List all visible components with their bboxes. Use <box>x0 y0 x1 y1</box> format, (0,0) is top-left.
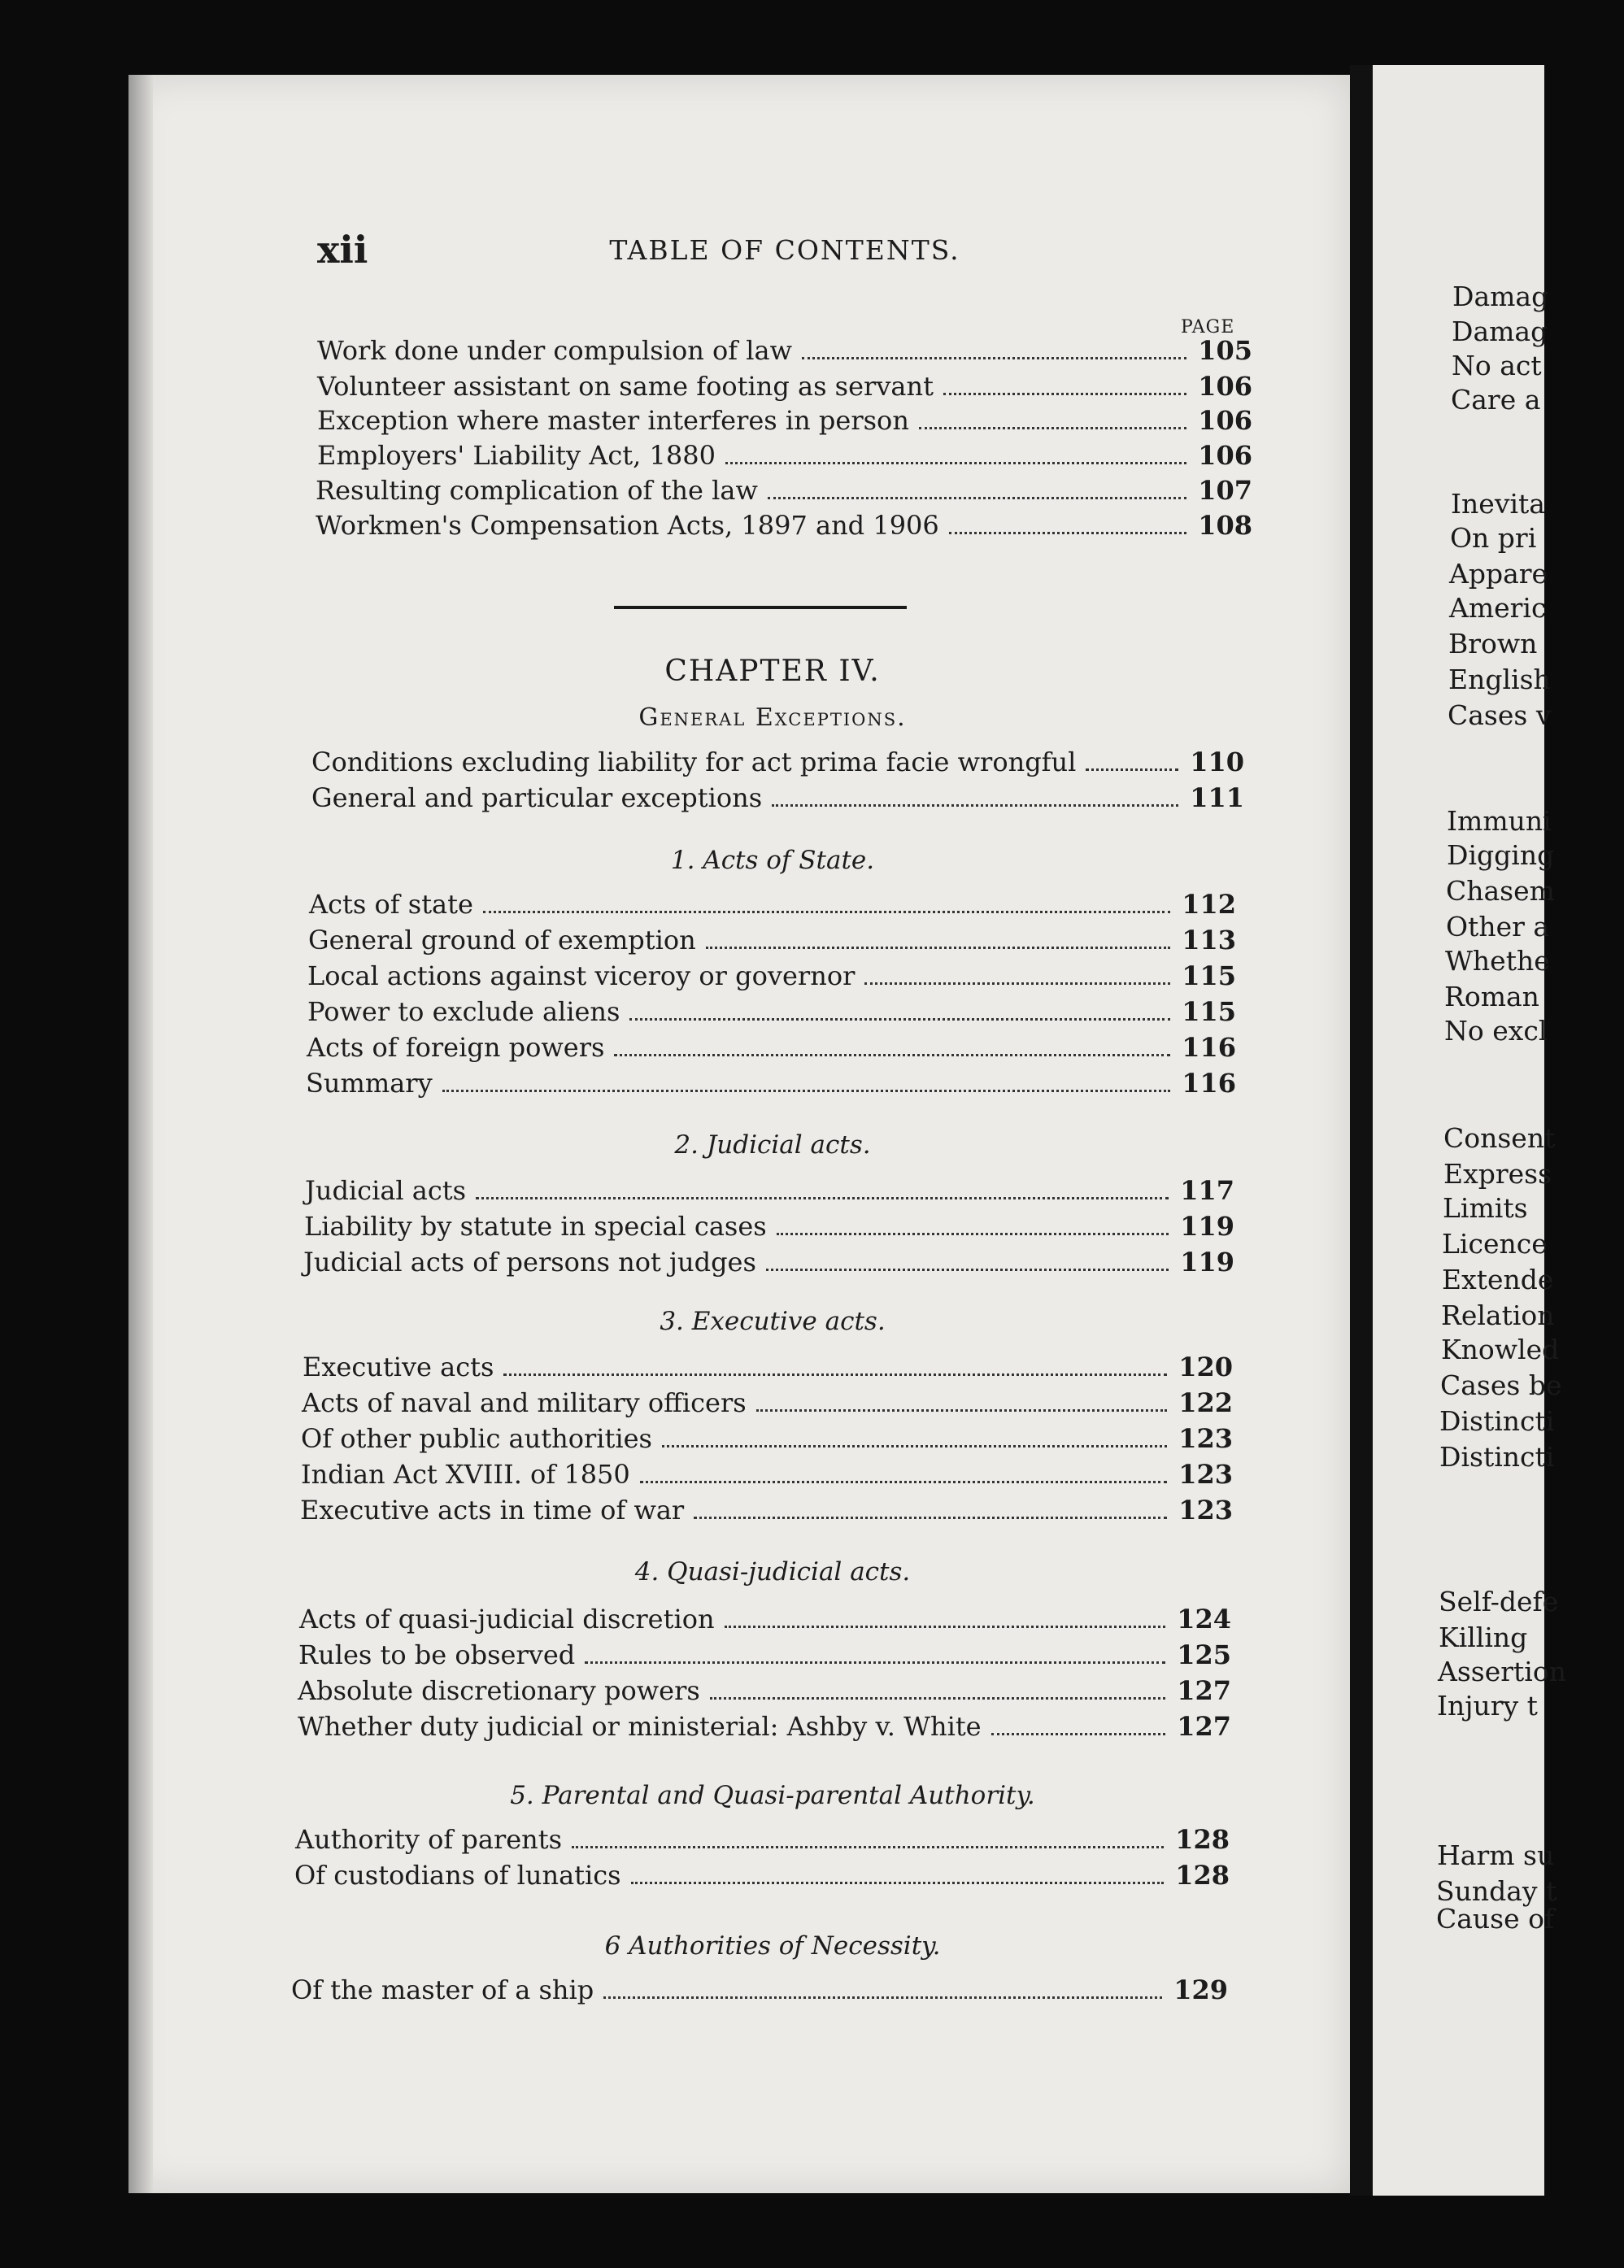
toc-entry-page: 123 <box>1178 1423 1233 1454</box>
toc-entry <box>301 1423 1233 1454</box>
toc-entry-title: Acts of foreign powers <box>307 1032 605 1063</box>
toc-entry <box>299 1604 1231 1635</box>
dot-leader <box>442 1090 1171 1092</box>
dot-leader <box>991 1733 1166 1735</box>
dot-leader <box>949 532 1186 534</box>
toc-entry-title: Workmen's Compensation Acts, 1897 and 1906 <box>316 510 939 541</box>
facing-page-fragment: Distincti <box>1439 1405 1555 1437</box>
dot-leader <box>603 1996 1162 1999</box>
facing-page-fragment: English <box>1448 664 1551 695</box>
toc-entry-title: Conditions excluding liability for act prima facie wrongful <box>311 747 1077 777</box>
facing-page-fragment: Assertion <box>1438 1656 1566 1687</box>
toc-entry-page: 111 <box>1190 782 1244 813</box>
facing-page-fragment: On pri <box>1450 522 1537 554</box>
toc-entry-page: 107 <box>1198 475 1252 506</box>
dot-leader <box>631 1882 1165 1884</box>
facing-page-fragment: No excl <box>1444 1015 1548 1047</box>
toc-entry <box>304 1211 1234 1242</box>
toc-entry <box>303 1247 1234 1278</box>
facing-page-fragment: Cause of <box>1436 1903 1555 1935</box>
dot-leader <box>756 1409 1168 1412</box>
toc-entry <box>317 335 1252 366</box>
chapter-heading: CHAPTER IV. <box>664 655 881 688</box>
facing-page-fragment: Limits <box>1443 1192 1528 1224</box>
toc-entry-title: Liability by statute in special cases <box>304 1211 767 1242</box>
section-heading: 3. Executive acts. <box>660 1307 886 1336</box>
toc-entry-page: 115 <box>1182 996 1236 1027</box>
facing-page-fragment: Killing <box>1439 1622 1528 1653</box>
facing-page-fragment: Cases be <box>1440 1369 1562 1401</box>
toc-entry-page: 116 <box>1182 1032 1236 1063</box>
toc-entry-page: 112 <box>1182 889 1236 920</box>
dot-leader <box>706 947 1170 949</box>
toc-entry-title: Executive acts <box>303 1352 494 1382</box>
toc-entry-title: Executive acts in time of war <box>300 1495 685 1526</box>
toc-entry <box>317 405 1252 436</box>
dot-leader <box>614 1054 1170 1056</box>
toc-entry-title: Summary <box>306 1068 433 1099</box>
toc-entry <box>300 1495 1233 1526</box>
toc-entry-page: 117 <box>1180 1175 1234 1206</box>
facing-page-fragment: Care a <box>1451 384 1541 416</box>
toc-entry-title: Acts of naval and military officers <box>302 1387 747 1418</box>
toc-entry-page: 110 <box>1190 747 1244 777</box>
facing-page-fragment: No act <box>1452 350 1542 381</box>
dot-leader <box>503 1373 1167 1376</box>
dot-leader <box>710 1697 1165 1700</box>
toc-entry <box>301 1459 1233 1490</box>
dot-leader <box>725 1626 1166 1628</box>
toc-entry-title: Local actions against viceroy or governor <box>307 960 856 991</box>
facing-page-fragment: Licence <box>1442 1228 1548 1260</box>
toc-entry <box>311 747 1244 777</box>
toc-entry-page: 105 <box>1198 335 1252 366</box>
toc-entry-page: 129 <box>1173 1974 1228 2005</box>
toc-entry-page: 115 <box>1182 960 1236 991</box>
facing-page-fragment: Americ <box>1449 592 1547 624</box>
toc-entry-page: 120 <box>1178 1352 1233 1382</box>
facing-page-fragment: Injury t <box>1437 1690 1538 1722</box>
page-column-label: PAGE <box>1181 317 1235 337</box>
dot-leader <box>1086 768 1178 771</box>
facing-page-fragment: Damag <box>1452 316 1548 347</box>
toc-entry-page: 119 <box>1180 1211 1234 1242</box>
chapter-divider <box>614 606 907 609</box>
toc-entry <box>295 1824 1230 1855</box>
toc-entry-page: 106 <box>1198 405 1252 436</box>
toc-entry-title: Whether duty judicial or ministerial: Ashby v. White <box>298 1711 982 1742</box>
dot-leader <box>725 462 1186 464</box>
toc-entry <box>291 1974 1228 2005</box>
toc-entry-page: 127 <box>1177 1675 1231 1706</box>
toc-entry-title: Indian Act XVIII. of 1850 <box>301 1459 630 1490</box>
toc-entry-page: 128 <box>1175 1860 1230 1891</box>
toc-entry-page: 123 <box>1178 1459 1233 1490</box>
facing-page-fragment: Inevita <box>1451 488 1545 520</box>
facing-page-fragment: Other a <box>1446 911 1550 942</box>
section-heading: 4. Quasi-judicial acts. <box>634 1557 911 1587</box>
toc-entry-title: Judicial acts of persons not judges <box>303 1247 756 1278</box>
dot-leader <box>772 804 1178 807</box>
facing-page-fragment: Brown <box>1448 628 1538 660</box>
dot-leader <box>694 1517 1167 1519</box>
toc-entry-title: Acts of quasi-judicial discretion <box>299 1604 715 1635</box>
dot-leader <box>629 1018 1170 1021</box>
dot-leader <box>572 1846 1164 1848</box>
toc-entry-title: Rules to be observed <box>298 1639 576 1670</box>
toc-entry-title: Work done under compulsion of law <box>317 335 792 366</box>
facing-page-fragment: Appare <box>1449 558 1548 590</box>
section-heading: 1. Acts of State. <box>670 846 875 875</box>
toc-entry <box>316 510 1252 541</box>
facing-page-fragment: Roman <box>1444 981 1539 1012</box>
dot-leader <box>766 1269 1169 1271</box>
toc-entry <box>316 475 1252 506</box>
toc-entry-title: General ground of exemption <box>308 925 696 956</box>
facing-page-fragment: Relation <box>1441 1299 1555 1331</box>
dot-leader <box>943 393 1186 395</box>
toc-entry <box>303 1352 1233 1382</box>
page-number: xii <box>317 228 368 272</box>
toc-entry-page: 119 <box>1180 1247 1234 1278</box>
facing-page-fragment: Extende <box>1442 1264 1554 1295</box>
toc-entry <box>307 996 1236 1027</box>
toc-entry-page: 125 <box>1177 1639 1231 1670</box>
toc-entry-title: Judicial acts <box>305 1175 467 1206</box>
section-heading: 6 Authorities of Necessity. <box>604 1931 941 1961</box>
toc-entry-title: Volunteer assistant on same footing as servant <box>317 371 934 402</box>
toc-entry <box>309 889 1236 920</box>
dot-leader <box>919 427 1186 429</box>
section-heading: 5. Parental and Quasi-parental Authority. <box>510 1781 1035 1810</box>
toc-entry-page: 116 <box>1182 1068 1236 1099</box>
toc-entry-page: 106 <box>1198 440 1252 471</box>
toc-entry-page: 106 <box>1198 371 1252 402</box>
facing-page <box>1373 65 1566 2196</box>
page-edge <box>128 75 153 2193</box>
facing-page-fragment: Express <box>1443 1158 1552 1190</box>
facing-page-fragment: Digging <box>1447 839 1555 871</box>
toc-entry <box>317 371 1252 402</box>
toc-entry-page: 122 <box>1178 1387 1233 1418</box>
toc-entry-title: Power to exclude aliens <box>307 996 620 1027</box>
toc-entry-title: Of custodians of lunatics <box>294 1860 621 1891</box>
toc-entry <box>311 782 1244 813</box>
toc-entry-title: Exception where master interferes in person <box>317 405 909 436</box>
toc-entry-title: Of the master of a ship <box>291 1974 594 2005</box>
toc-entry-title: Employers' Liability Act, 1880 <box>317 440 716 471</box>
toc-entry-title: Resulting complication of the law <box>316 475 758 506</box>
dot-leader <box>864 982 1170 985</box>
facing-page-fragment: Cases v <box>1448 699 1552 731</box>
chapter-subtitle: General Exceptions. <box>638 703 907 732</box>
toc-entry-title: Of other public authorities <box>301 1423 652 1454</box>
facing-page-fragment: Damag <box>1452 281 1549 312</box>
toc-entry-page: 128 <box>1175 1824 1230 1855</box>
dot-leader <box>777 1233 1169 1235</box>
toc-entry-title: Acts of state <box>309 889 473 920</box>
toc-entry <box>308 925 1236 956</box>
dot-leader <box>662 1445 1167 1447</box>
toc-entry-title: Authority of parents <box>295 1824 563 1855</box>
toc-entry-page: 124 <box>1177 1604 1231 1635</box>
dot-leader <box>585 1661 1165 1664</box>
facing-page-fragment: Immuni <box>1447 805 1552 837</box>
facing-page-fragment: Distincti <box>1439 1441 1555 1473</box>
toc-entry <box>294 1860 1230 1891</box>
toc-entry <box>298 1639 1231 1670</box>
running-header <box>317 228 1252 276</box>
toc-entry-page: 123 <box>1178 1495 1233 1526</box>
facing-page-fragment: Harm su <box>1437 1839 1555 1871</box>
toc-entry <box>298 1711 1231 1742</box>
toc-entry <box>302 1387 1233 1418</box>
dot-leader <box>476 1197 1169 1199</box>
facing-page-fragment: Consent <box>1443 1122 1556 1154</box>
toc-entry <box>298 1675 1231 1706</box>
book-gutter <box>1350 65 1373 2196</box>
toc-entry-page: 108 <box>1198 510 1252 541</box>
toc-entry <box>317 440 1252 471</box>
dot-leader <box>802 357 1186 359</box>
dot-leader <box>483 911 1170 913</box>
facing-page-fragment: Self-defe <box>1439 1586 1559 1617</box>
toc-entry-title: Absolute discretionary powers <box>298 1675 700 1706</box>
toc-entry <box>305 1175 1234 1206</box>
toc-entry-title: General and particular exceptions <box>311 782 763 813</box>
facing-page-fragment: Chasem <box>1446 875 1555 907</box>
facing-page-fragment: Knowled <box>1441 1334 1560 1365</box>
toc-entry-page: 127 <box>1177 1711 1231 1742</box>
running-title: TABLE OF CONTENTS. <box>609 234 960 266</box>
facing-page-fragment: Sunday t <box>1436 1875 1557 1907</box>
toc-entry <box>307 960 1236 991</box>
facing-page-fragment: Whethe <box>1445 945 1550 977</box>
dot-leader <box>768 497 1186 499</box>
section-heading: 2. Judicial acts. <box>674 1130 871 1160</box>
dot-leader <box>640 1481 1167 1483</box>
toc-entry <box>306 1068 1236 1099</box>
toc-entry-page: 113 <box>1182 925 1236 956</box>
toc-entry <box>307 1032 1236 1063</box>
